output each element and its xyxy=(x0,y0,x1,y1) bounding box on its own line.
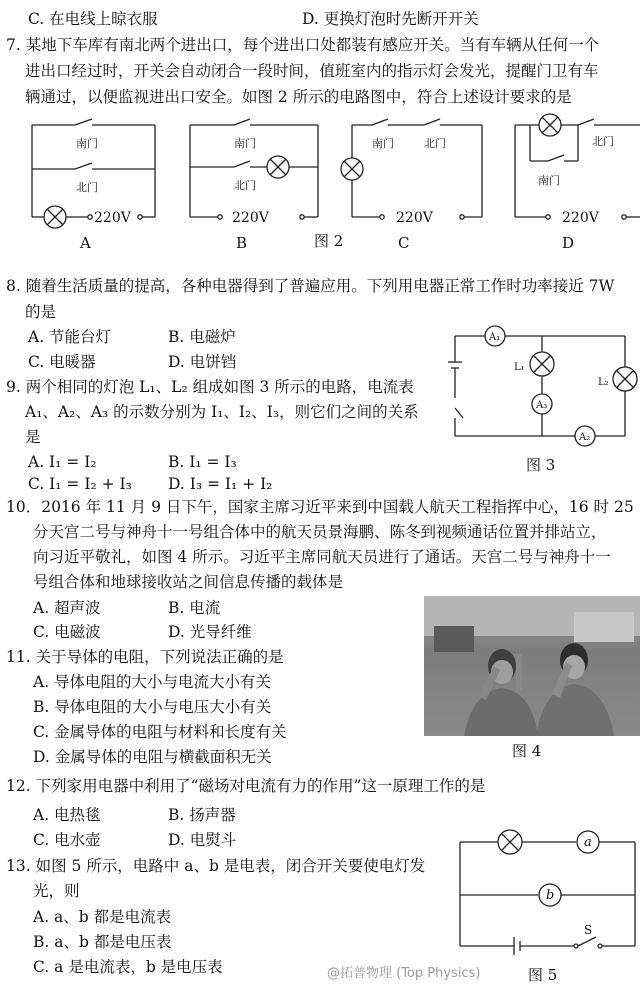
q13-option-a: A. a、b 都是电流表 xyxy=(33,908,172,926)
q13-option-c: C. a 是电流表，b 是电压表 xyxy=(33,958,223,976)
q10-stem-line3: 向习近平敬礼，如图 4 所示。习近平主席同航天员进行了通话。天宫二号与神舟十一 xyxy=(33,548,611,566)
q10-option-d: D. 光导纤维 xyxy=(168,623,252,641)
q9-option-a: A. I₁ = I₂ xyxy=(28,453,97,471)
meter-a-label: a xyxy=(584,835,592,850)
q9-stem-line2: A₁、A₂、A₃ 的示数分别为 I₁、I₂、I₃，则它们之间的关系 xyxy=(25,403,419,421)
circuit-d xyxy=(515,114,640,219)
q12-stem: 12. 下列家用电器中利用了“磁场对电流有力的作用”这一原理工作的是 xyxy=(6,777,486,795)
q8-stem-line1: 8. 随着生活质量的提高，各种电器得到了普遍应用。下列用电器正常工作时功率接近 7W xyxy=(6,277,615,295)
astronauts-illustration xyxy=(424,596,640,736)
circuit-c xyxy=(341,119,482,219)
figure-5-caption: 图 5 xyxy=(528,966,558,984)
q11-option-c: C. 金属导体的电阻与材料和长度有关 xyxy=(33,723,287,741)
q10-stem-line4: 号组合体和地球接收站之间信息传播的载体是 xyxy=(33,573,344,591)
ammeter-a1-label: A₁ xyxy=(489,332,501,343)
q12-option-b: B. 扬声器 xyxy=(168,806,236,824)
q8-option-b: B. 电磁炉 xyxy=(168,328,236,346)
q9-option-b: B. I₁ = I₃ xyxy=(168,453,237,471)
q8-stem-line2: 的是 xyxy=(25,303,57,321)
q10-option-b: B. 电流 xyxy=(168,599,221,617)
circuit-b-voltage: 220V xyxy=(232,210,269,226)
q7-stem-line1: 7. 某地下车库有南北两个进出口，每个进出口处都装有感应开关。当有车辆从任何一个 xyxy=(6,36,600,54)
circuit-b-label: B xyxy=(236,234,248,252)
q13-stem-line2: 光，则 xyxy=(33,882,80,900)
circuit-d-north: 北门 xyxy=(592,135,614,148)
figure-3-circuit xyxy=(440,318,640,478)
circuit-a-voltage: 220V xyxy=(94,210,131,226)
figure-2-caption: 图 2 xyxy=(314,232,344,250)
q6-option-c: C. 在电线上晾衣服 xyxy=(28,10,158,28)
q11-option-a: A. 导体电阻的大小与电流大小有关 xyxy=(33,673,272,691)
figure-4-caption: 图 4 xyxy=(512,742,542,760)
q9-stem-line1: 9. 两个相同的灯泡 L₁、L₂ 组成如图 3 所示的电路，电流表 xyxy=(6,378,414,396)
circuit-b xyxy=(190,119,318,219)
q8-option-d: D. 电饼铛 xyxy=(168,353,237,371)
circuit-c-north: 北门 xyxy=(424,137,446,150)
ammeter-a2-label: A₂ xyxy=(579,432,591,443)
circuit-d-south: 南门 xyxy=(538,174,560,187)
q10-option-c: C. 电磁波 xyxy=(33,623,101,641)
figure-2-circuits xyxy=(0,105,640,255)
circuit-d-label: D xyxy=(562,234,575,252)
q11-option-b: B. 导体电阻的大小与电压大小有关 xyxy=(33,698,272,716)
q11-stem: 11. 关于导体的电阻，下列说法正确的是 xyxy=(6,648,284,666)
circuit-a-south: 南门 xyxy=(76,137,98,150)
switch-s-label: S xyxy=(584,923,593,937)
lamp-l2-label: L₂ xyxy=(598,377,609,388)
q13-stem-line1: 13. 如图 5 所示，电路中 a、b 是电表，闭合开关要使电灯发 xyxy=(6,857,426,875)
meter-b-label: b xyxy=(546,888,555,903)
q9-option-c: C. I₁ = I₂ + I₃ xyxy=(28,475,132,493)
q6-option-d: D. 更换灯泡时先断开开关 xyxy=(302,10,479,28)
q13-option-b: B. a、b 都是电压表 xyxy=(33,933,172,951)
q7-stem-line2: 进出口经过时，开关会自动闭合一段时间，值班室内的指示灯会发光，提醒门卫有车 xyxy=(25,62,599,80)
circuit-b-south: 南门 xyxy=(234,137,256,150)
q7-stem-line3: 辆通过，以便监视进出口安全。如图 2 所示的电路图中，符合上述设计要求的是 xyxy=(25,88,572,106)
ammeter-a3-label: A₃ xyxy=(536,400,548,411)
circuit-a-label: A xyxy=(80,234,91,252)
q9-option-d: D. I₃ = I₁ + I₂ xyxy=(168,475,273,493)
q9-stem-line3: 是 xyxy=(25,428,41,446)
figure-3-caption: 图 3 xyxy=(526,456,556,474)
figure-4-astronauts-photo xyxy=(424,596,640,736)
circuit-b-north: 北门 xyxy=(234,179,256,192)
q10-stem-line1: 10．2016 年 11 月 9 日下午，国家主席习近平来到中国载人航天工程指挥中心，16 时 25 xyxy=(6,498,634,516)
circuit-c-south: 南门 xyxy=(372,137,394,150)
q8-option-a: A. 节能台灯 xyxy=(28,328,112,346)
q12-option-d: D. 电熨斗 xyxy=(168,831,237,849)
q10-option-a: A. 超声波 xyxy=(33,599,101,617)
q12-option-a: A. 电热毯 xyxy=(33,806,101,824)
q11-option-d: D. 金属导体的电阻与横截面积无关 xyxy=(33,748,272,766)
circuit-d-voltage: 220V xyxy=(562,210,599,226)
watermark: @拓普物理 (Top Physics) xyxy=(327,966,481,981)
q12-option-c: C. 电水壶 xyxy=(33,831,101,849)
q8-option-c: C. 电暖器 xyxy=(28,353,96,371)
circuit-a-north: 北门 xyxy=(76,181,98,194)
lamp-l1-label: L₁ xyxy=(514,362,525,373)
circuit-c-label: C xyxy=(398,234,410,252)
q10-stem-line2: 分天宫二号与神舟十一号组合体中的航天员景海鹏、陈冬到视频通话位置并排站立， xyxy=(33,523,607,541)
circuit-c-voltage: 220V xyxy=(396,210,433,226)
